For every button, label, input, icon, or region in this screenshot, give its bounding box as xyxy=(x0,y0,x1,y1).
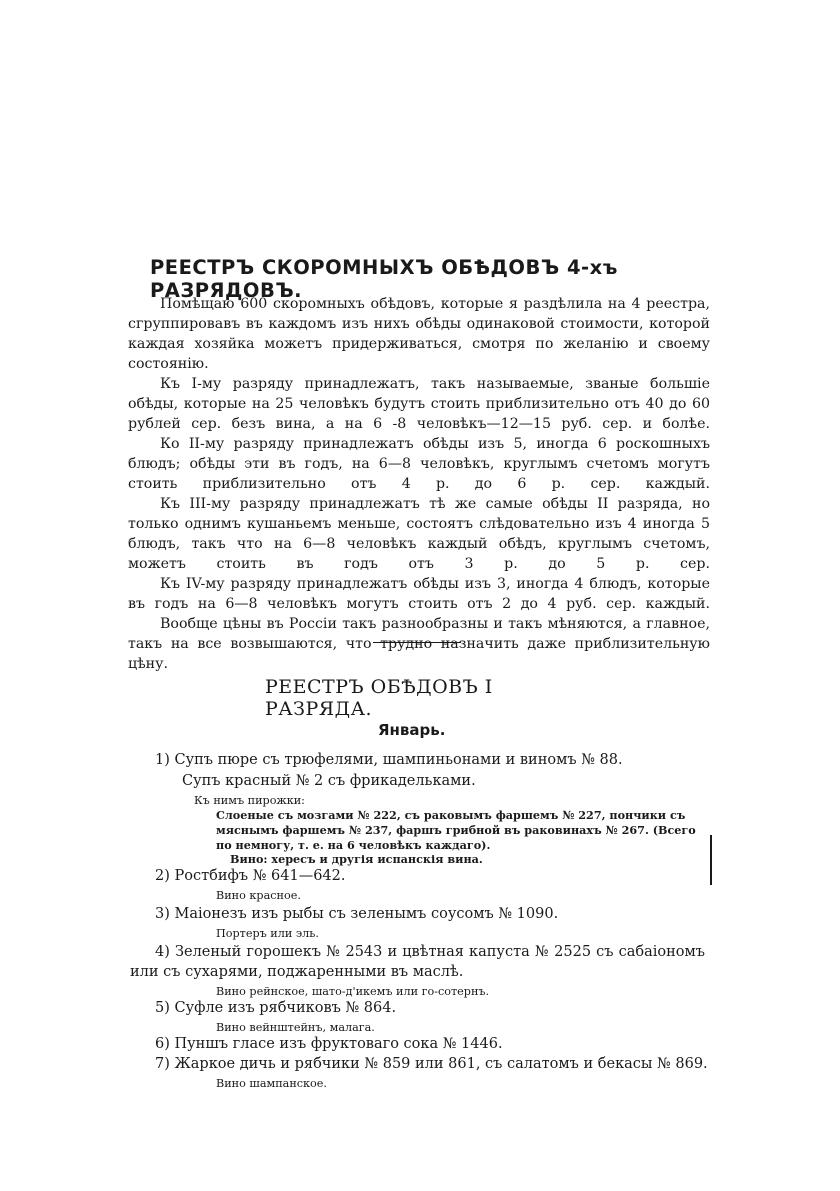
wine-note: Портеръ или эль. xyxy=(216,927,319,940)
margin-mark xyxy=(710,835,712,885)
intro-paragraph: Къ IV-му разряду принадлежатъ обѣды изъ 3, иногда 4 блюдъ, которые въ годъ на 6—8 человѣкъ могутъ стоить отъ 2 до 4 руб. сер. каждый. xyxy=(128,576,710,612)
wine-note: Вино рейнское, шато-д'икемъ или го-сотернъ. xyxy=(216,985,490,998)
intro-paragraph: Помѣщаю 600 скоромныхъ обѣдовъ, которые я раздѣлила на 4 реестра, сгруппировавъ въ каждомъ изъ нихъ обѣды одинаковой стоимости, которой каждая хозяйка можетъ придерживаться, смотря по желанію и своему состоянію. xyxy=(128,296,710,372)
menu-note: Къ нимъ пирожки: xyxy=(194,794,305,807)
intro-paragraph: Къ III-му разряду принадлежатъ тѣ же самые обѣды II разряда, но только однимъ кушаньемъ меньше, состоятъ слѣдовательно изъ 4 иногда 5 блюдъ, такъ что на 6—8 человѣкъ каждый обѣдъ, круглымъ счетомъ, можетъ стоить въ годъ отъ 3 р. до 5 р. сер. xyxy=(128,496,710,572)
menu-item: 3) Маіонезъ изъ рыбы съ зеленымъ соусомъ № 1090. xyxy=(155,906,559,922)
menu-note: по немногу, т. е. на 6 человѣкъ каждаго). xyxy=(216,838,491,852)
wine-note: Вино красное. xyxy=(216,889,301,902)
menu-item-continued: или съ сухарями, поджаренными въ маслѣ. xyxy=(130,964,464,980)
menu-note: мяснымъ фаршемъ № 237, фаршъ грибной въ раковинахъ № 267. (Всего xyxy=(216,823,696,837)
month-heading: Январь. xyxy=(378,721,446,739)
menu-item: 7) Жаркое дичь и рябчики № 859 или 861, съ салатомъ и бекасы № 869. xyxy=(155,1056,708,1072)
menu-subitem: Супъ красный № 2 съ фрикадельками. xyxy=(182,773,476,789)
intro-paragraph: Вообще цѣны въ Россіи такъ разнообразны и такъ мѣняются, а главное, такъ на все возвышаются, что трудно назначить даже приблизительную цѣну. xyxy=(128,616,710,672)
intro-paragraph: Къ I-му разряду принадлежатъ, такъ называемые, званые большіе обѣды, которые на 25 человѣкъ будутъ стоить приблизительно отъ 40 до 60 рублей сер. безъ вина, а на 6 -8 человѣкъ—12—15 руб. сер. и болѣе. xyxy=(128,376,710,432)
intro-text xyxy=(128,294,710,674)
section-divider xyxy=(373,642,461,643)
menu-note: Слоеные съ мозгами № 222, съ раковымъ фаршемъ № 227, пончики съ xyxy=(216,808,686,822)
intro-paragraph: Ко II-му разряду принадлежатъ обѣды изъ 5, иногда 6 роскошныхъ блюдъ; обѣды эти въ годъ, на 6—8 человѣкъ, круглымъ счетомъ могутъ стоить приблизительно отъ 4 р. до 6 р. сер. каждый. xyxy=(128,436,710,492)
section-title: РЕЕСТРЪ СКОРОМНЫХЪ ОБѢДОВЪ 4-хъ РАЗРЯДОВЪ. xyxy=(150,256,618,302)
register-title: РЕЕСТРЪ ОБѢДОВЪ I РАЗРЯДА. xyxy=(265,676,493,720)
menu-item: 6) Пуншъ гласе изъ фруктоваго сока № 1446. xyxy=(155,1036,503,1052)
wine-note: Вино вейнштейнъ, малага. xyxy=(216,1021,375,1034)
wine-note: Вино шампанское. xyxy=(216,1077,327,1090)
menu-item: 2) Ростбифъ № 641—642. xyxy=(155,868,346,884)
menu-item: 5) Суфле изъ рябчиковъ № 864. xyxy=(155,1000,397,1016)
wine-note: Вино: хересъ и другія испанскія вина. xyxy=(230,852,483,866)
menu-item: 1) Супъ пюре съ трюфелями, шампиньонами и виномъ № 88. xyxy=(155,752,623,768)
menu-item: 4) Зеленый горошекъ № 2543 и цвѣтная капуста № 2525 съ сабаіономъ xyxy=(155,944,705,960)
